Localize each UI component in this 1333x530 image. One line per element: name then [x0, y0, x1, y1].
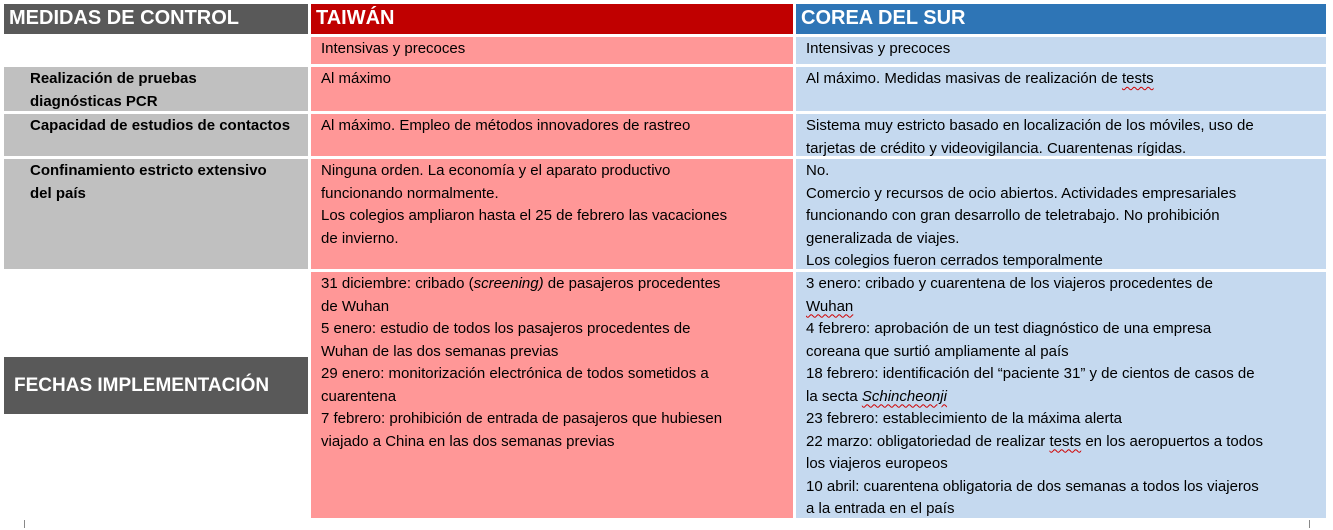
korea-dates-line3: 4 febrero: aprobación de un test diagnóstico de una empresa — [806, 320, 1212, 337]
row-label-lockdown-line2: del país — [30, 184, 86, 202]
taiwan-pcr-text: Al máximo — [321, 70, 392, 87]
korea-pcr-text-b: tests — [1121, 70, 1154, 87]
korea-dates-line2 — [806, 296, 1326, 319]
taiwan-lockdown-line1: Ninguna orden. La economía y el aparato productivo — [321, 162, 671, 179]
korea-dates-line1: 3 enero: cribado y cuarentena de los viajeros procedentes de — [806, 275, 1213, 292]
row-label-dates-text: FECHAS IMPLEMENTACIÓN — [14, 375, 270, 396]
row-label-pcr — [4, 67, 308, 111]
korea-dates-cell — [796, 272, 1326, 518]
taiwan-dates-line6: cuarentena — [321, 387, 397, 405]
page-corner-mark-left — [24, 520, 25, 528]
korea-dates-line11: a la entrada en el país — [806, 500, 955, 517]
korea-lockdown-line4: generalizada de viajes. — [806, 229, 960, 247]
korea-dates-line8-a: 22 marzo: obligatoriedad de realizar — [806, 432, 1050, 450]
taiwan-dates-line1 — [321, 273, 793, 296]
taiwan-dates-line8: viajado a China en las dos semanas previas — [321, 432, 615, 450]
header-taiwan — [311, 4, 793, 34]
korea-dates-line5: 18 febrero: identificación del “paciente 31” y de cientos de casos de — [806, 365, 1255, 382]
taiwan-intensity-cell — [311, 37, 793, 64]
taiwan-pcr-cell — [311, 67, 793, 111]
taiwan-lockdown-line3: Los colegios ampliaron hasta el 25 de febrero las vacaciones — [321, 207, 728, 224]
taiwan-dates-line7: 7 febrero: prohibición de entrada de pasajeros que hubiesen — [321, 410, 723, 427]
korea-lockdown-line1: No. — [806, 162, 830, 179]
row-label-lockdown — [4, 159, 308, 269]
row-label-pcr-line2: diagnósticas PCR — [30, 92, 158, 110]
korea-intensity-cell — [796, 37, 1326, 64]
taiwan-dates-line5: 29 enero: monitorización electrónica de todos sometidos a — [321, 365, 709, 382]
korea-dates-line8 — [806, 431, 1326, 454]
korea-contacts-cell — [796, 114, 1326, 156]
korea-dates-line9: los viajeros europeos — [806, 455, 948, 472]
page-corner-mark-right — [1309, 520, 1310, 528]
korea-contacts-line1: Sistema muy estricto basado en localización de los móviles, uso de — [806, 117, 1254, 134]
taiwan-dates-line1-b: screening) — [473, 275, 544, 292]
header-medidas — [4, 4, 308, 34]
row-label-contacts — [4, 114, 308, 156]
taiwan-contacts-cell — [311, 114, 793, 156]
taiwan-intensity-text: Intensivas y precoces — [321, 40, 466, 57]
taiwan-dates-line4: Wuhan de las dos semanas previas — [321, 342, 559, 360]
row-label-pcr-line1: Realización de pruebas — [30, 70, 197, 87]
korea-lockdown-cell — [796, 159, 1326, 269]
korea-lockdown-line2: Comercio y recursos de ocio abiertos. Actividades empresariales — [806, 184, 1237, 202]
taiwan-dates-line2: de Wuhan — [321, 297, 390, 315]
korea-pcr-text — [806, 68, 1326, 91]
korea-dates-line7: 23 febrero: establecimiento de la máxima alerta — [806, 410, 1122, 427]
taiwan-lockdown-line4: de invierno. — [321, 229, 399, 247]
korea-contacts-line2: tarjetas de crédito y videovigilancia. Cuarentenas rígidas. — [806, 139, 1187, 157]
korea-dates-line6 — [806, 386, 1326, 409]
korea-dates-line2-text: Wuhan — [806, 297, 854, 315]
korea-dates-line8-b: tests — [1049, 432, 1082, 450]
header-medidas-label: MEDIDAS DE CONTROL — [9, 7, 239, 29]
korea-dates-line10: 10 abril: cuarentena obligatoria de dos semanas a todos los viajeros — [806, 477, 1259, 495]
taiwan-dates-line1-c: de pasajeros procedentes — [543, 275, 721, 292]
korea-dates-line8-c: en los aeropuertos a todos — [1081, 432, 1263, 450]
row-label-dates — [4, 357, 308, 414]
korea-pcr-cell — [796, 67, 1326, 111]
korea-pcr-text-a: Al máximo. Medidas masivas de realización de — [806, 70, 1122, 87]
header-korea — [796, 4, 1326, 34]
row-label-lockdown-line1: Confinamiento estricto extensivo — [30, 162, 267, 179]
korea-dates-line6-b: Schincheonji — [861, 387, 947, 405]
taiwan-contacts-text: Al máximo. Empleo de métodos innovadores de rastreo — [321, 117, 691, 134]
taiwan-lockdown-cell — [311, 159, 793, 269]
taiwan-lockdown-line2: funcionando normalmente. — [321, 184, 499, 202]
korea-dates-line4: coreana que surtió ampliamente al país — [806, 342, 1069, 360]
taiwan-dates-line1-a: 31 diciembre: cribado ( — [321, 275, 474, 292]
header-korea-label: COREA DEL SUR — [801, 7, 966, 29]
taiwan-dates-line3: 5 enero: estudio de todos los pasajeros procedentes de — [321, 320, 691, 337]
korea-lockdown-line5: Los colegios fueron cerrados temporalmente — [806, 252, 1103, 269]
row-label-contacts-line1: Capacidad de estudios de contactos — [30, 117, 291, 134]
korea-dates-line6-a: la secta — [806, 387, 862, 405]
header-taiwan-label: TAIWÁN — [316, 7, 395, 29]
taiwan-dates-cell — [311, 272, 793, 518]
korea-lockdown-line3: funcionando con gran desarrollo de teletrabajo. No prohibición — [806, 207, 1220, 224]
korea-intensity-text: Intensivas y precoces — [806, 40, 951, 57]
